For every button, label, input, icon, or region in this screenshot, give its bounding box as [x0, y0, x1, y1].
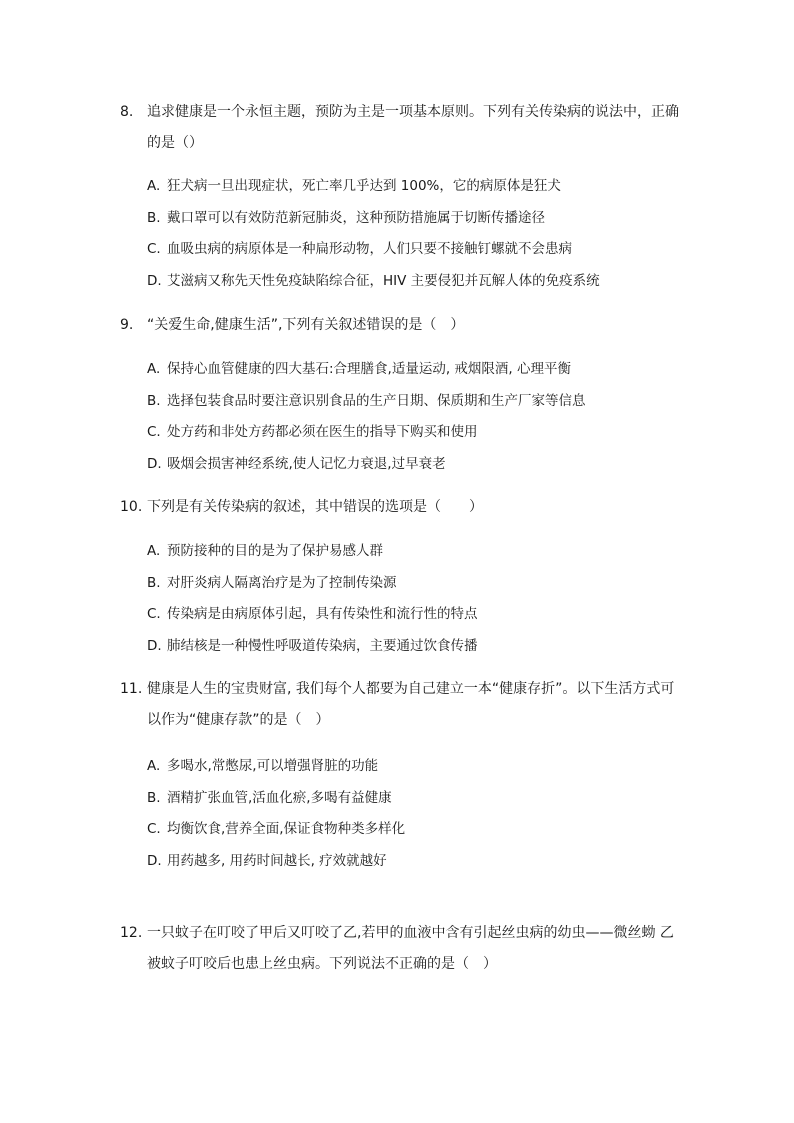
- option-letter: D.: [147, 637, 162, 654]
- option-letter: B.: [147, 392, 161, 409]
- question-10: [120, 492, 680, 523]
- option-a: [147, 354, 667, 386]
- option-text: 肺结核是一种慢性呼吸道传染病，主要通过饮食传播: [167, 637, 478, 654]
- question-number: 10.: [120, 499, 143, 515]
- option-letter: D.: [147, 852, 162, 869]
- option-letter: C.: [147, 241, 161, 257]
- option-text: 传染病是由病原体引起，具有传染性和流行性的特点: [167, 606, 478, 622]
- option-c: [147, 599, 667, 631]
- option-c: [147, 814, 667, 846]
- option-letter: A.: [147, 758, 161, 774]
- question-number: 9.: [120, 317, 134, 333]
- option-c: [147, 234, 667, 266]
- option-b: [147, 568, 667, 600]
- option-text: 狂犬病一旦出现症状，死亡率几乎达到 100%，它的病原体是狂犬: [167, 178, 561, 194]
- option-text: 选择包装食品时要注意识别食品的生产日期、保质期和生产厂家等信息: [167, 392, 586, 409]
- option-text: 血吸虫病的病原体是一种扁形动物，人们只要不接触钉螺就不会患病: [167, 241, 572, 257]
- option-d: [147, 449, 667, 481]
- option-letter: D.: [147, 272, 162, 289]
- option-text: 酒精扩张血管,活血化瘀,多喝有益健康: [167, 789, 392, 806]
- option-text: 均衡饮食,营养全面,保证食物种类多样化: [167, 821, 406, 837]
- option-letter: B.: [147, 789, 161, 806]
- question-9: [120, 310, 680, 341]
- option-a: [147, 751, 667, 783]
- option-text: 戴口罩可以有效防范新冠肺炎，这种预防措施属于切断传播途径: [167, 209, 545, 226]
- option-text: 艾滋病又称先天性免疫缺陷综合征，HIV 主要侵犯并瓦解人体的免疫系统: [167, 272, 600, 289]
- question-stem: “关爱生命,健康生活”,下列有关叙述错误的是（ ）: [147, 317, 465, 333]
- question-number: 8.: [120, 104, 134, 120]
- question-stem: 追求健康是一个永恒主题，预防为主是一项基本原则。下列有关传染病的说法中，正确的是（）: [147, 104, 679, 151]
- options-11: [147, 751, 667, 877]
- option-d: [147, 266, 667, 298]
- option-letter: C.: [147, 424, 161, 440]
- option-text: 用药越多, 用药时间越长, 疗效就越好: [167, 852, 387, 869]
- option-a: [147, 536, 667, 568]
- option-text: 预防接种的目的是为了保护易感人群: [167, 543, 383, 559]
- option-letter: C.: [147, 821, 161, 837]
- option-letter: B.: [147, 574, 161, 591]
- option-b: [147, 386, 667, 418]
- option-text: 保持心血管健康的四大基石:合理膳食,适量运动, 戒烟限酒, 心理平衡: [167, 361, 572, 377]
- option-text: 对肝炎病人隔离治疗是为了控制传染源: [167, 574, 397, 591]
- option-d: [147, 846, 667, 878]
- option-letter: A.: [147, 361, 161, 377]
- option-letter: B.: [147, 209, 161, 226]
- question-11: [120, 674, 680, 736]
- question-number: 11.: [120, 681, 143, 697]
- options-10: [147, 536, 667, 662]
- option-letter: A.: [147, 178, 161, 194]
- option-c: [147, 417, 667, 449]
- option-letter: A.: [147, 543, 161, 559]
- option-b: [147, 783, 667, 815]
- option-text: 多喝水,常憋尿,可以增强肾脏的功能: [167, 758, 379, 774]
- options-8: [147, 171, 667, 297]
- question-8: [120, 97, 680, 159]
- question-number: 12.: [120, 925, 143, 941]
- question-stem: 健康是人生的宝贵财富, 我们每个人都要为自己建立一本“健康存折”。以下生活方式可以作为“健康存款”的是（ ）: [147, 681, 675, 728]
- option-letter: C.: [147, 606, 161, 622]
- options-9: [147, 354, 667, 480]
- option-text: 处方药和非处方药都必须在医生的指导下购买和使用: [167, 424, 478, 440]
- question-stem: 下列是有关传染病的叙述，其中错误的选项是（ ）: [147, 499, 483, 515]
- option-b: [147, 203, 667, 235]
- option-d: [147, 631, 667, 663]
- option-a: [147, 171, 667, 203]
- question-12: [120, 918, 680, 980]
- option-letter: D.: [147, 455, 162, 472]
- option-text: 吸烟会损害神经系统,使人记忆力衰退,过早衰老: [167, 455, 446, 472]
- question-stem: 一只蚊子在叮咬了甲后又叮咬了乙,若甲的血液中含有引起丝虫病的幼虫——微丝蚴 乙被蚊子叮咬后也患上丝虫病。下列说法不正确的是（ ）: [147, 925, 674, 972]
